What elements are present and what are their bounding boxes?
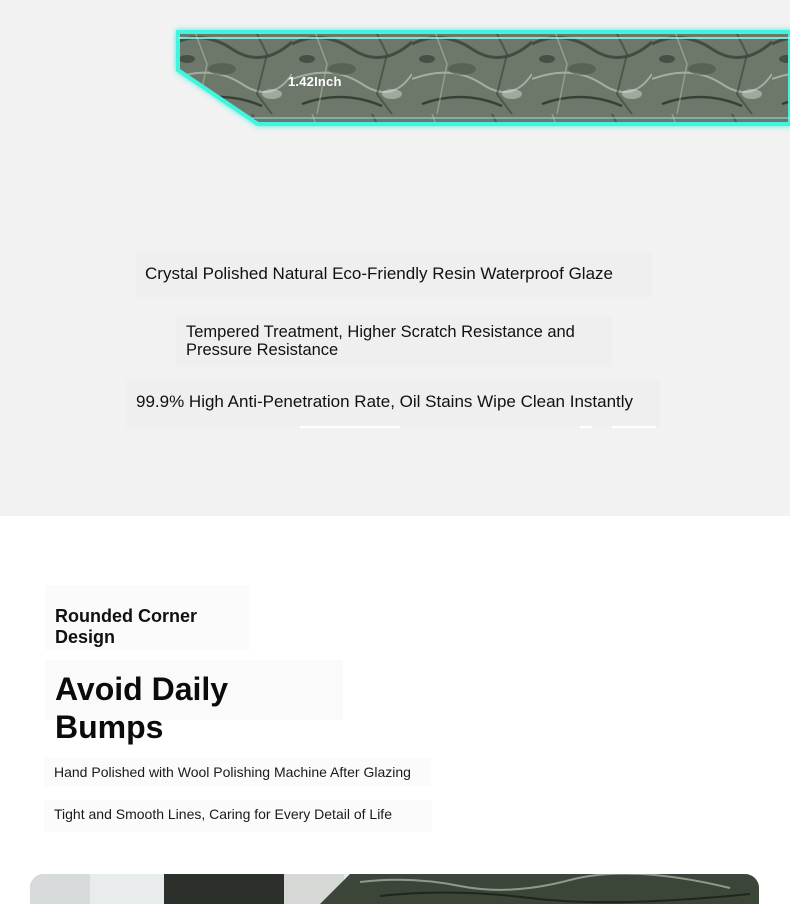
marble-slab-graphic (172, 24, 790, 134)
divider (580, 426, 592, 428)
feature-scratch-resistance: Tempered Treatment, Higher Scratch Resistance and Pressure Resistance (176, 315, 612, 367)
feature-glaze: Crystal Polished Natural Eco-Friendly Resin Waterproof Glaze (136, 252, 652, 297)
thickness-label: 1.42Inch (288, 74, 342, 89)
divider (300, 426, 400, 428)
section-tag: Rounded Corner Design (45, 585, 250, 650)
section-headline: Avoid Daily Bumps (45, 660, 343, 720)
feature-anti-penetration: 99.9% High Anti-Penetration Rate, Oil Stains Wipe Clean Instantly (126, 380, 660, 428)
product-photo (30, 874, 759, 904)
description-smooth-lines: Tight and Smooth Lines, Caring for Every Detail of Life (44, 800, 432, 832)
description-polishing: Hand Polished with Wool Polishing Machine After Glazing (44, 758, 430, 786)
marble-slab-edge-image (172, 24, 790, 134)
product-photo-graphic (30, 874, 759, 904)
divider (612, 426, 656, 428)
